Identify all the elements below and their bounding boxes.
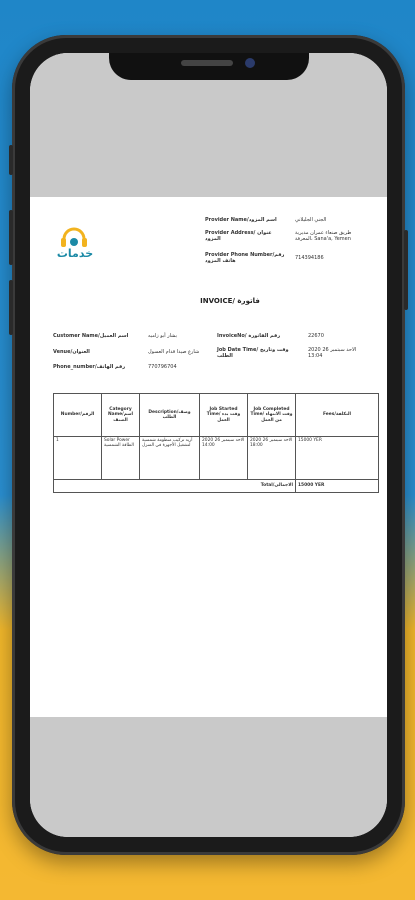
venue-value: شارع صيدا قدام العسول [148, 349, 200, 355]
volume-button [9, 280, 13, 335]
table-header-row [54, 394, 379, 437]
provider-name-label: Provider Name/اسم المزود [205, 217, 277, 223]
provider-address-label: Provider Address/ عنوان المزود [205, 230, 272, 242]
phone-frame [12, 35, 405, 855]
invoice-items-table [53, 393, 379, 493]
invoice-title: INVOICE/ فاتورة [200, 297, 260, 305]
header-description: Description/وصف الطلب [140, 394, 200, 437]
header-category: Category Name/اسم الصنف [102, 394, 140, 437]
cell-completed: الاحد سبتمبر 26 2020 18:00 [248, 437, 296, 480]
customer-name-label: Customer Name/اسم العميل [53, 333, 129, 339]
invoice-no-value: 22670 [308, 333, 324, 339]
table-row [54, 437, 379, 480]
header-completed: Job Completed Time/ وقت الانتهاء من العمل [248, 394, 296, 437]
phone-number-value: 770796704 [148, 364, 177, 370]
front-camera [245, 58, 255, 68]
volume-button [9, 210, 13, 265]
screen-bottom-margin [30, 717, 387, 837]
total-value: 15000 YER [296, 480, 379, 493]
phone-screen [30, 53, 387, 837]
cell-fees: 15000 YER [296, 437, 379, 480]
venue-label: Venue/العنوان [53, 349, 90, 355]
cell-description: أريد تركيب منظومة شمسية لتشغيل الأجهزة في المنزل [140, 437, 200, 480]
speaker [181, 60, 233, 66]
cell-started: الاحد سبتمبر 26 2020 14:00 [200, 437, 248, 480]
provider-name-value: الجني الجليلاني [295, 217, 327, 223]
volume-button [9, 145, 13, 175]
provider-address-value: طريق صنعاء عمران مديرية المعرفة، Sana'a, Yemen [295, 230, 352, 242]
header-fees: Fees/التكلفة [296, 394, 379, 437]
phone-number-label: Phone_number/رقم الهاتف [53, 364, 126, 370]
header-number: Number/الرقم [54, 394, 102, 437]
power-button [404, 230, 408, 310]
cell-number: 1 [54, 437, 102, 480]
total-label: Total/الاجمالي [54, 480, 296, 493]
logo-text: خدمات [56, 247, 94, 260]
provider-phone-label: Provider Phone Number/رقم هاتف المزود [205, 252, 285, 264]
job-date-value: 2020 الاحد سبتمبر 26 13:04 [308, 347, 357, 359]
invoice-document [30, 197, 387, 697]
cell-category: Solar Power الطاقة الشمسية [102, 437, 140, 480]
customer-name-value: بشار أبو زاميه [148, 333, 178, 339]
header-started: Job Started Time/ وقت بدء العمل [200, 394, 248, 437]
notch [109, 53, 309, 80]
table-total-row [54, 480, 379, 493]
provider-phone-value: 714394186 [295, 255, 324, 261]
invoice-no-label: InvoiceNo/ رقم الفاتورة [217, 333, 281, 339]
job-date-label: Job Date Time/ وقت وتاريخ الطلب [217, 347, 289, 359]
